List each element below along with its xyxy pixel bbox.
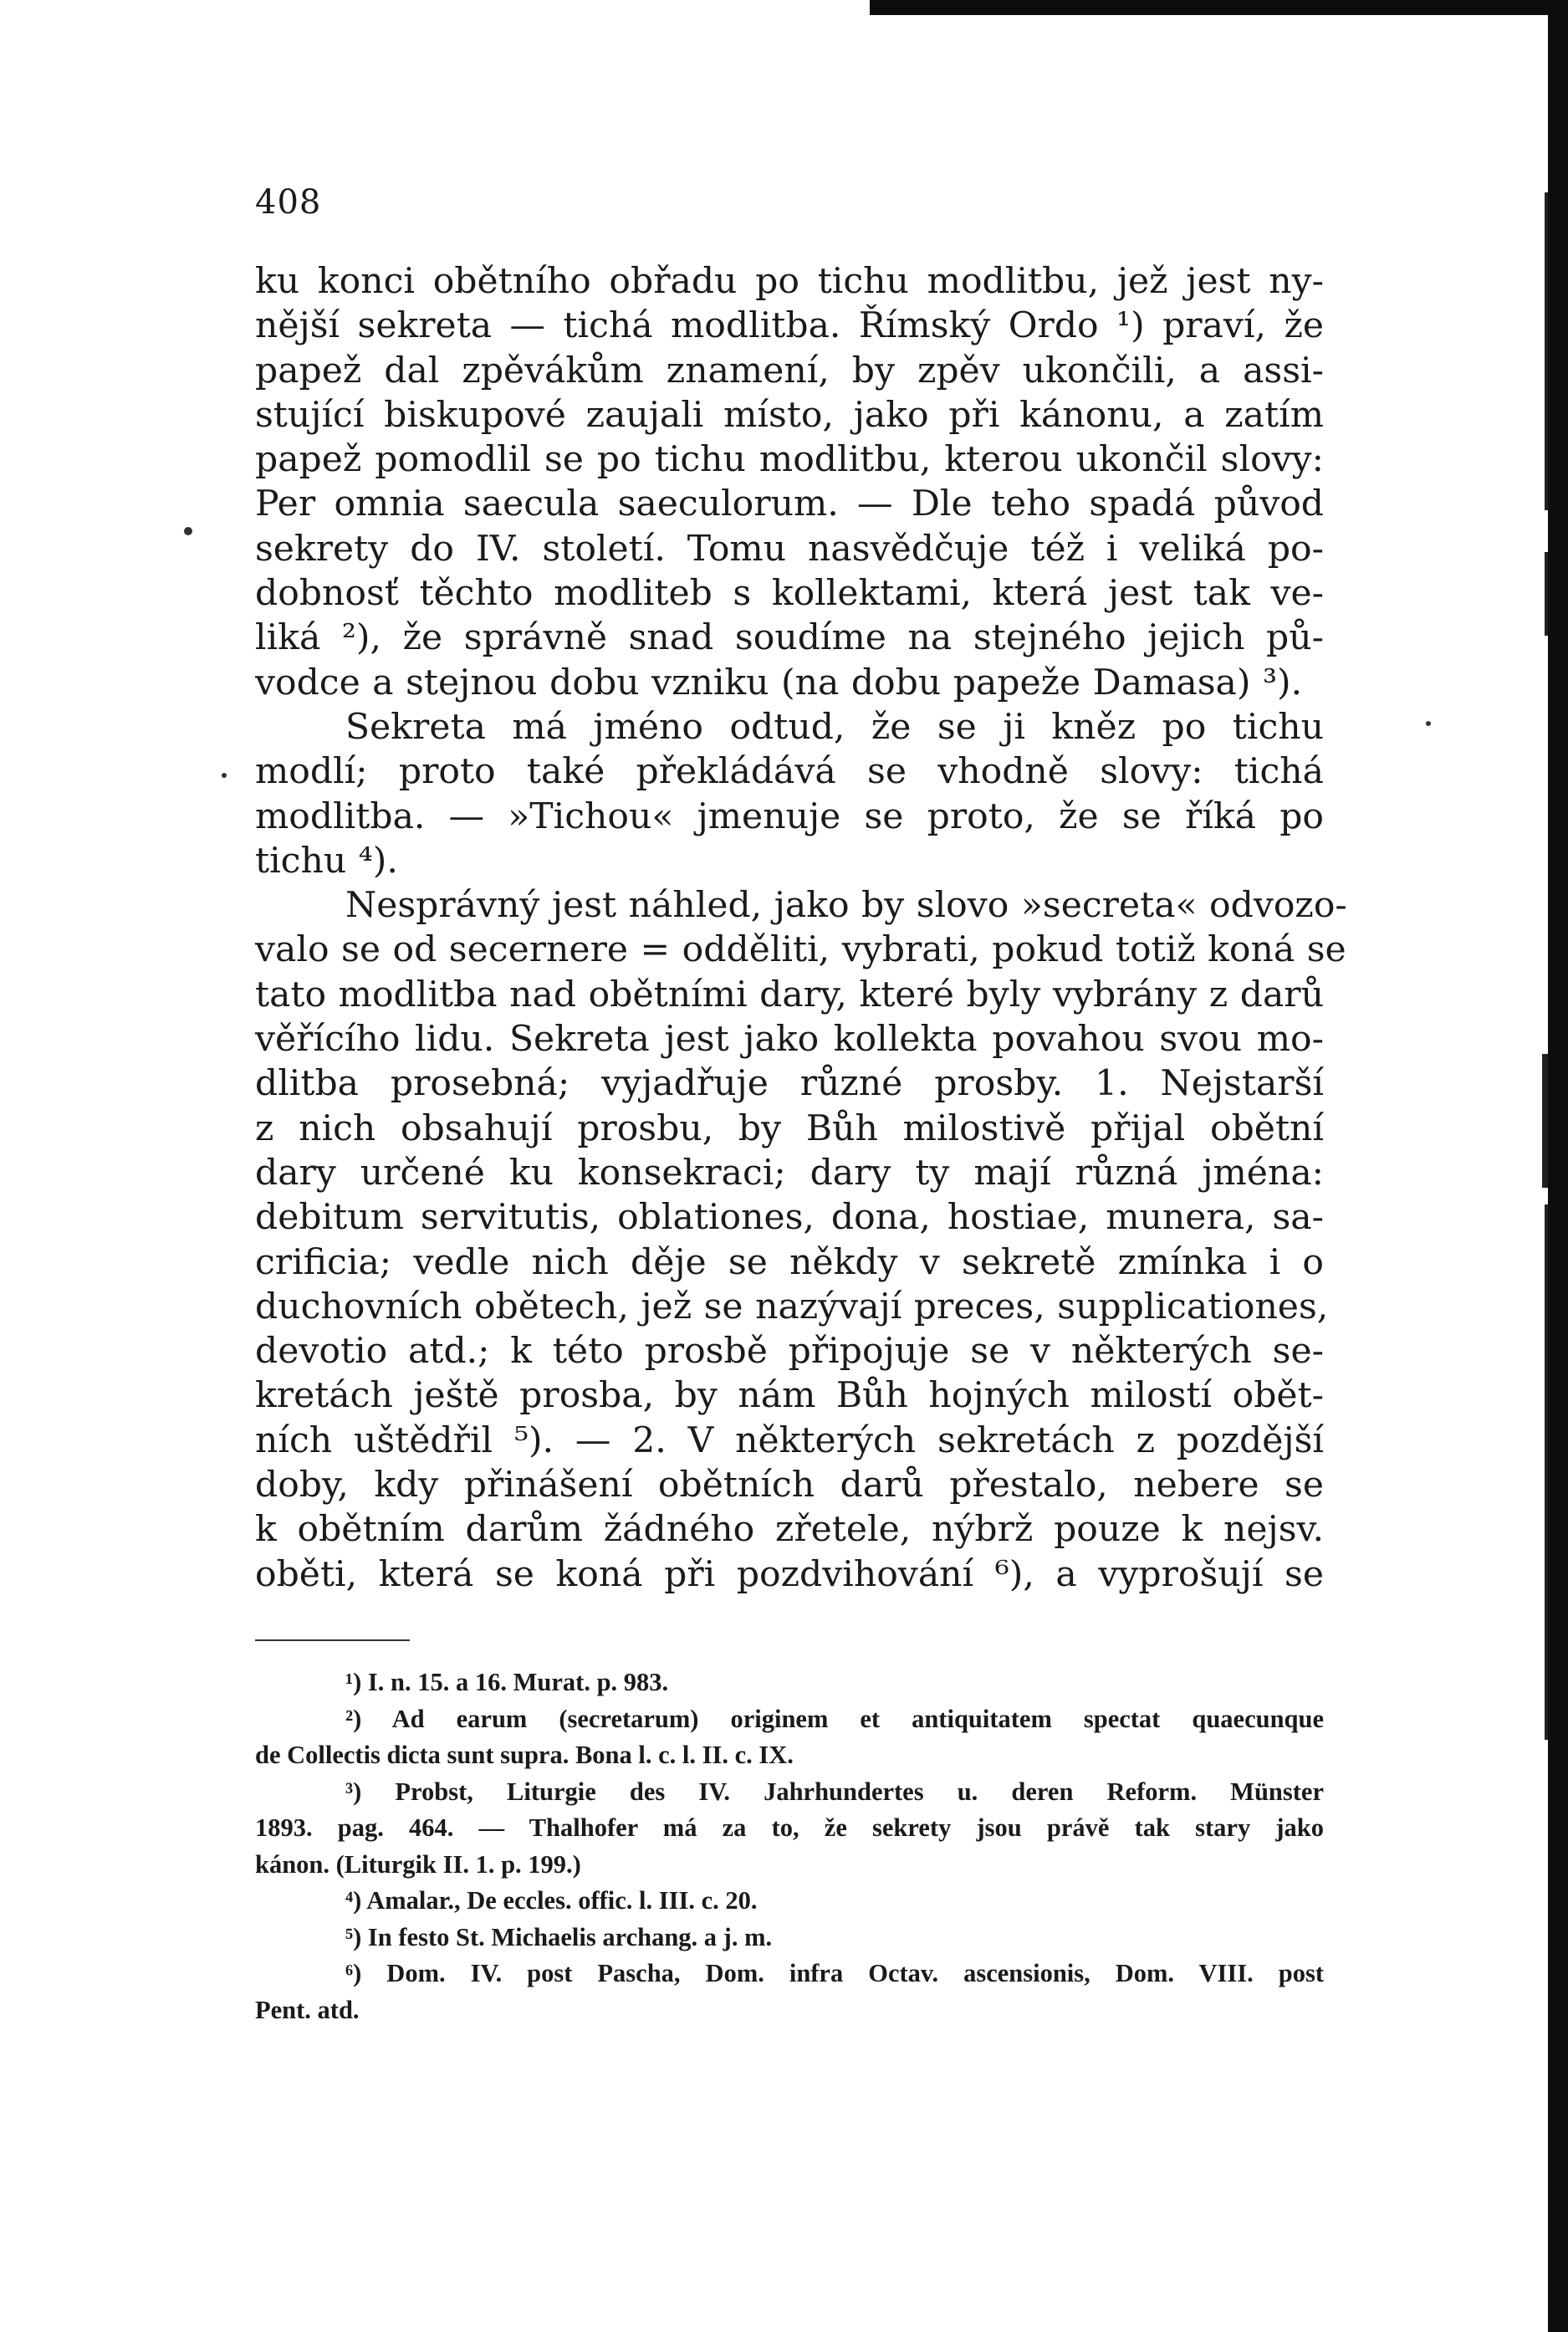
footnote-line: ⁴) Amalar., De eccles. offic. l. III. c. 20.	[345, 1886, 758, 1915]
paragraph-3	[255, 883, 1347, 1597]
scan-border-top	[870, 0, 1568, 15]
text-line: ku konci obětního obřadu po tichu modlitbu, jež jest ny-	[255, 261, 1324, 302]
text-line: nější sekreta — tichá modlitba. Římský Ordo ¹) praví, že	[255, 305, 1324, 347]
footnote-line: Pent. atd.	[255, 1995, 360, 2024]
footnotes	[255, 1665, 1324, 2028]
scan-speck	[222, 773, 227, 778]
scan-artifact-line	[1545, 1204, 1548, 1740]
footnote-line: ³) Probst, Liturgie des IV. Jahrhundertes u. deren Reform. Münster	[345, 1777, 1324, 1806]
footnote-5	[255, 1920, 1324, 1956]
footnote-line: ¹) I. n. 15. a 16. Murat. p. 983.	[345, 1668, 669, 1696]
text-line: devotio atd.; k této prosbě připojuje se v některých se-	[255, 1331, 1324, 1373]
footnote-line: de Collectis dicta sunt supra. Bona l. c. l. II. c. IX.	[255, 1741, 794, 1769]
footnote-6	[255, 1956, 1324, 2028]
text-line: dary určené ku konsekraci; dary ty mají různá jména:	[255, 1152, 1324, 1194]
text-line: papež dal zpěvákům znamení, by zpěv ukončili, a assi-	[255, 350, 1324, 391]
text-line: crificia; vedle nich děje se někdy v sekretě zmínka i o	[255, 1241, 1324, 1283]
scan-artifact-line	[1545, 192, 1548, 510]
text-line: debitum servitutis, oblationes, dona, hostiae, munera, sa-	[255, 1197, 1324, 1239]
footnote-line: 1893. pag. 464. — Thalhofer má za to, že sekrety jsou právě tak stary jako	[255, 1813, 1324, 1842]
paragraph-1	[255, 259, 1324, 705]
page-number: 408	[255, 183, 322, 222]
text-line: k obětním darům žádného zřetele, nýbrž pouze k nejsv.	[255, 1509, 1324, 1551]
footnote-3	[255, 1774, 1324, 1884]
text-line: Sekreta má jméno odtud, že se ji kněz po tichu	[345, 706, 1324, 748]
footnote-line: ²) Ad earum (secretarum) originem et antiquitatem spectat quaecunque	[345, 1704, 1324, 1733]
scan-artifact-line	[1542, 1054, 1548, 1188]
footnote-separator	[255, 1639, 410, 1641]
text-line: dobnosť těchto modliteb s kollektami, která jest tak ve-	[255, 573, 1324, 615]
text-line: stující biskupové zaujali místo, jako při kánonu, a zatím	[255, 394, 1324, 436]
text-line: sekrety do IV. století. Tomu nasvědčuje též i veliká po-	[255, 528, 1324, 570]
footnote-2	[255, 1701, 1324, 1774]
text-line: modlí; proto také překládává se vhodně slovy: tichá	[255, 751, 1324, 793]
footnote-1	[255, 1665, 1324, 1701]
footnote-4	[255, 1883, 1324, 1920]
footnote-line: kánon. (Liturgik II. 1. p. 199.)	[255, 1849, 581, 1879]
text-line: Per omnia saecula saeculorum. — Dle teho spadá původ	[255, 483, 1324, 525]
scan-speck	[1426, 721, 1431, 726]
text-line: vodce a stejnou dobu vzniku (na dobu papeže Damasa) ³).	[255, 662, 1303, 703]
text-line: Nesprávný jest náhled, jako by slovo »secreta« odvozo-	[345, 885, 1347, 927]
scan-speck	[184, 527, 192, 535]
text-line: modlitba. — »Tichou« jmenuje se proto, že se říká po	[255, 795, 1324, 837]
text-line: doby, kdy přinášení obětních darů přestalo, nebere se	[255, 1465, 1324, 1506]
main-text	[255, 259, 1347, 1597]
text-line: tichu ⁴).	[255, 840, 398, 882]
scan-border-right	[1548, 0, 1568, 2332]
text-line: dlitba prosebná; vyjadřuje různé prosby. 1. Nejstarší	[255, 1063, 1324, 1105]
text-line: z nich obsahují prosbu, by Bůh milostivě přijal obětní	[255, 1107, 1324, 1149]
text-line: liká ²), že správně snad soudíme na stejného jejich pů-	[255, 617, 1324, 659]
text-line: papež pomodlil se po tichu modlitbu, kterou ukončil slovy:	[255, 439, 1324, 481]
text-line: kretách ještě prosba, by nám Bůh hojných milostí obět-	[255, 1375, 1324, 1417]
footnote-line: ⁵) In festo St. Michaelis archang. a j. m.	[345, 1922, 773, 1951]
text-line: valo se od secernere = odděliti, vybrati, pokud totiž koná se	[255, 929, 1346, 971]
scan-artifact-line	[1545, 552, 1548, 636]
text-line: věřícího lidu. Sekreta jest jako kollekta povahou svou mo-	[255, 1019, 1324, 1061]
text-line: ních uštědřil ⁵). — 2. V některých sekretách z pozdější	[255, 1419, 1324, 1461]
text-line: oběti, která se koná při pozdvihování ⁶), a vyprošují se	[255, 1553, 1324, 1595]
paragraph-2	[255, 705, 1324, 883]
text-line: duchovních obětech, jež se nazývají preces, supplicationes,	[255, 1286, 1329, 1327]
footnote-line: ⁶) Dom. IV. post Pascha, Dom. infra Octav. ascensionis, Dom. VIII. post	[345, 1959, 1324, 1987]
text-line: tato modlitba nad obětními dary, které byly vybrány z darů	[255, 974, 1324, 1015]
